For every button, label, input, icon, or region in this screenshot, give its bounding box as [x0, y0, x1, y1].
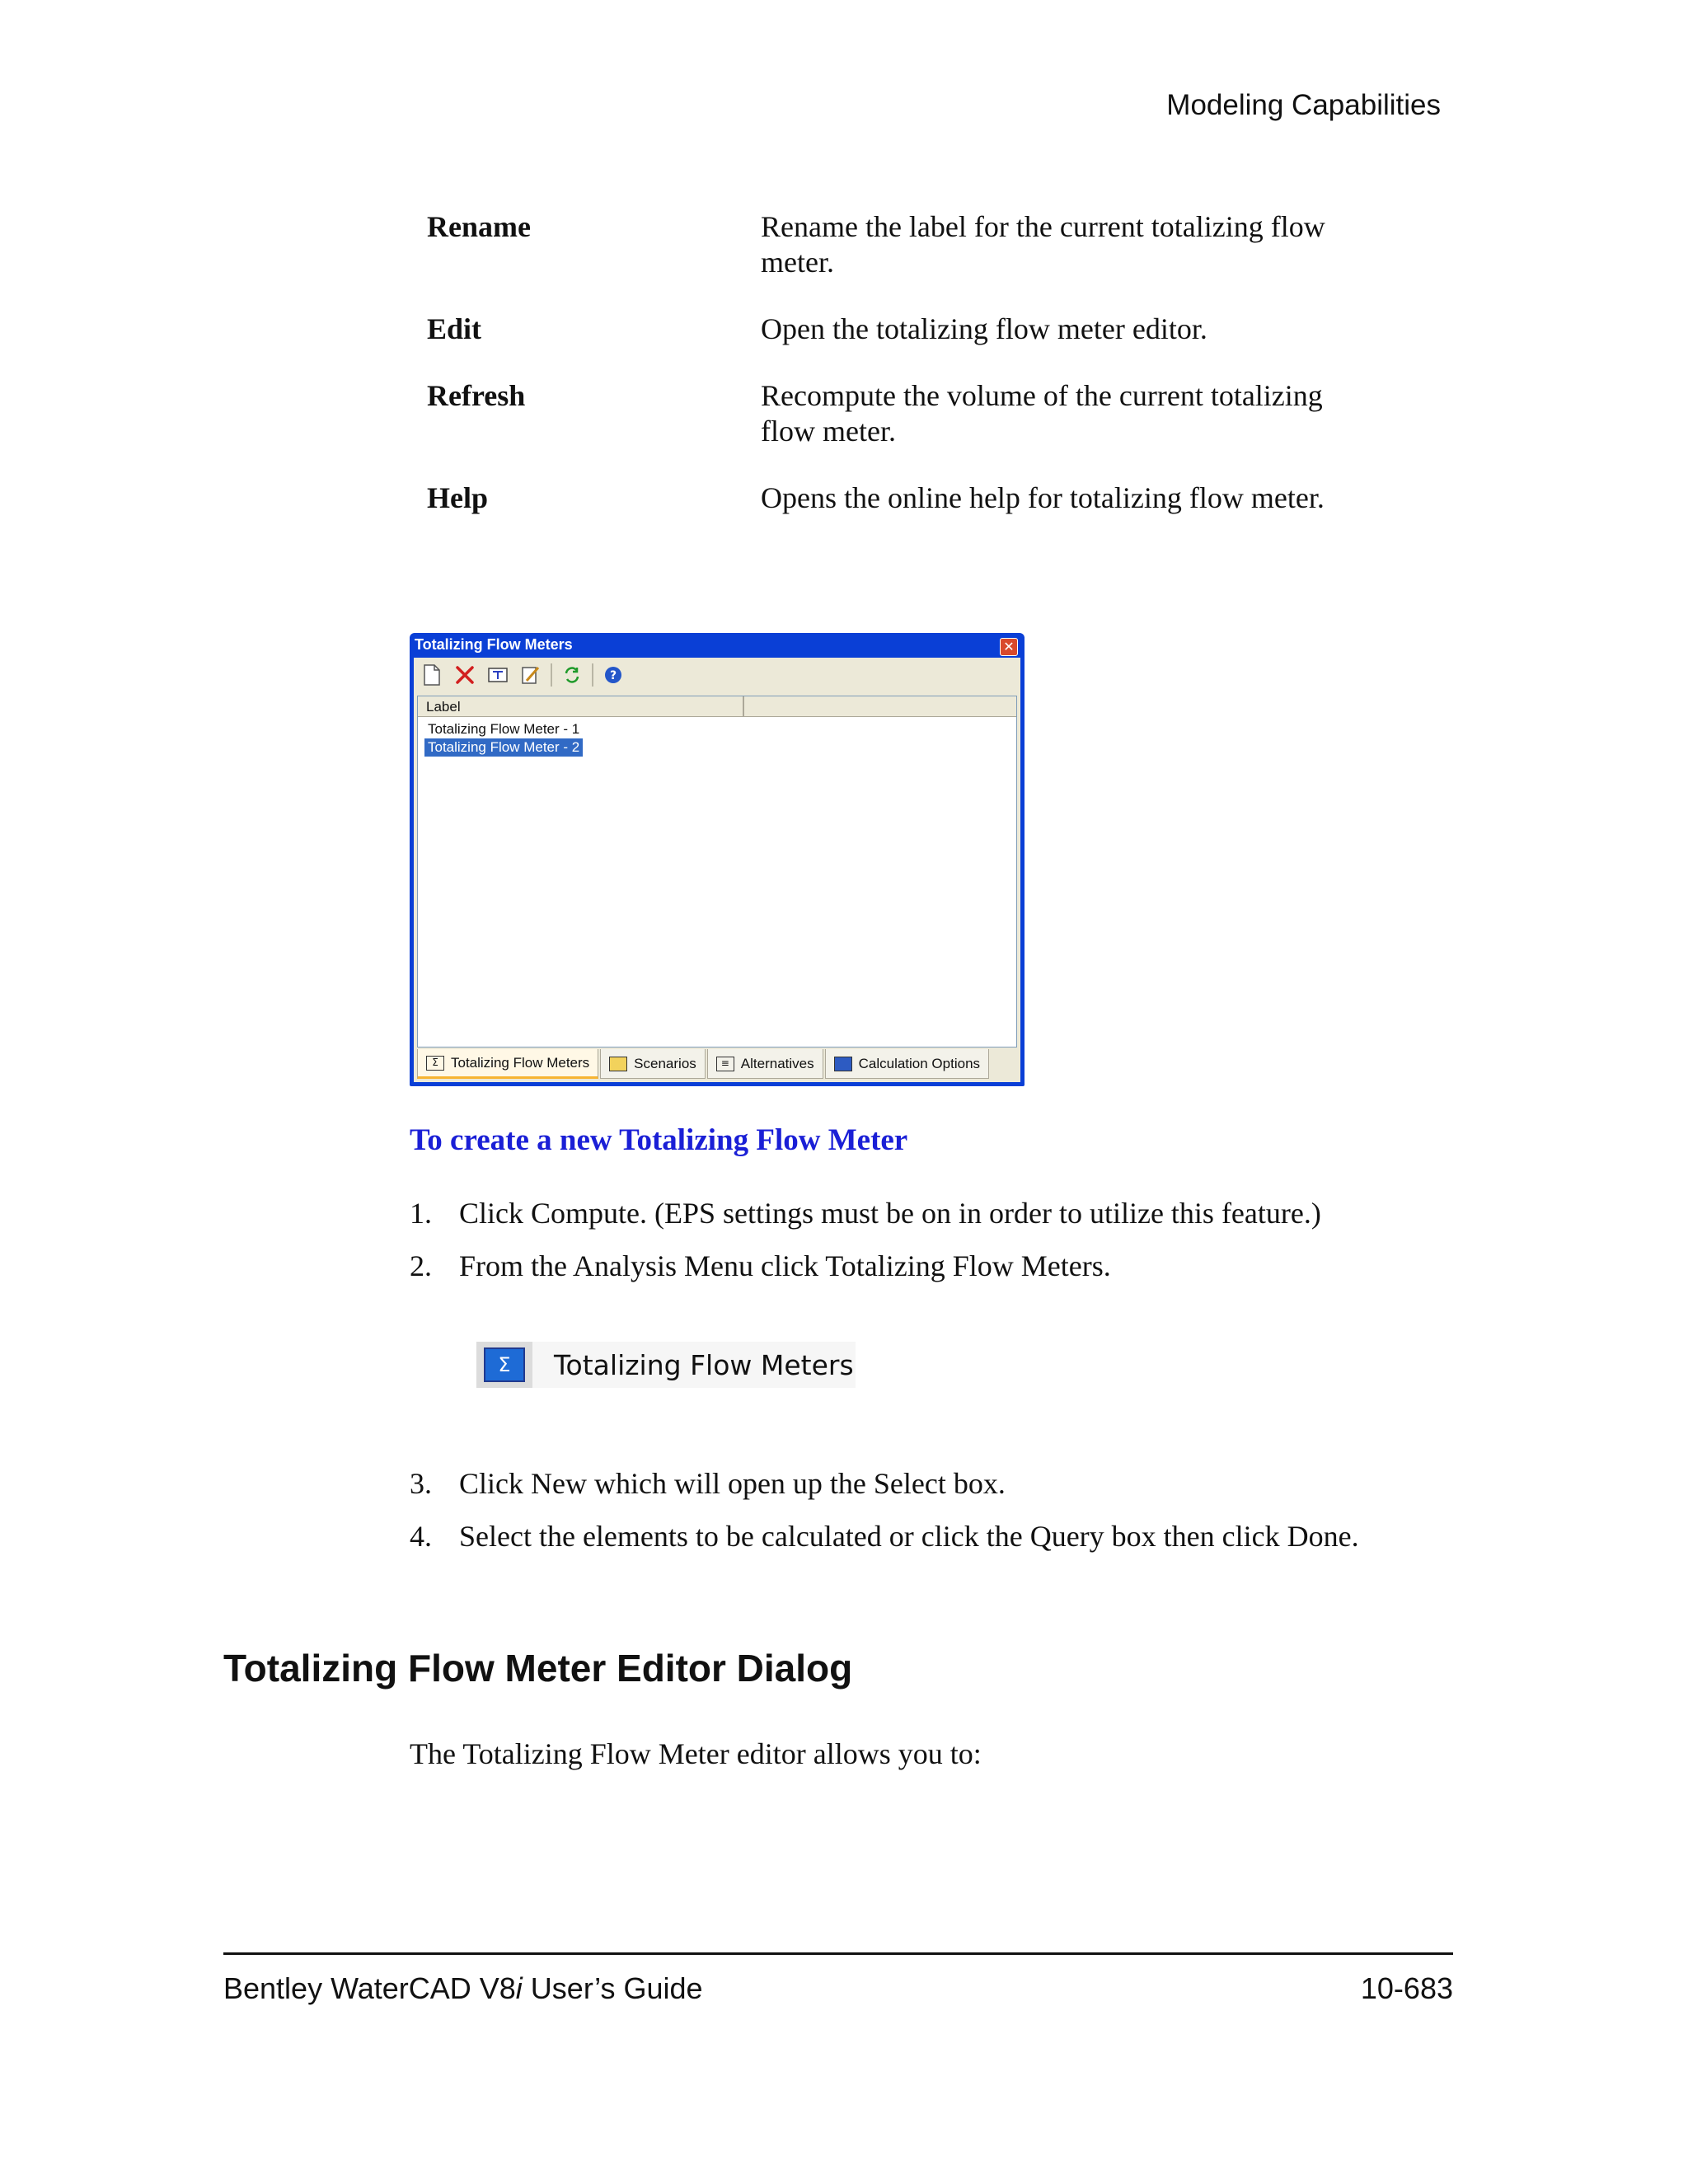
flow-meter-icon: Σ [426, 1056, 444, 1071]
guide-title-prefix: Bentley WaterCAD V8 [223, 1971, 516, 2005]
running-header: Modeling Capabilities [1166, 89, 1441, 121]
guide-title-suffix: User’s Guide [522, 1971, 703, 2005]
svg-text:?: ? [609, 669, 617, 682]
step-item [410, 1187, 1321, 1240]
definition-term: Help [427, 481, 489, 514]
definition-term: Refresh [427, 379, 526, 412]
refresh-icon[interactable] [559, 662, 585, 688]
alternatives-icon: ≡ [716, 1057, 734, 1071]
menu-item-label: Totalizing Flow Meters [554, 1348, 854, 1381]
tab-label: Alternatives [740, 1055, 814, 1071]
toolbar-separator [592, 663, 593, 687]
tab-label: Totalizing Flow Meters [451, 1054, 590, 1071]
flow-meter-list [417, 696, 1017, 1047]
totalizing-flow-meters-menu-item[interactable] [476, 1342, 856, 1388]
definition-row [427, 209, 1383, 280]
procedure-title: To create a new Totalizing Flow Meter [410, 1123, 908, 1157]
tab-totalizing-flow-meters[interactable] [417, 1049, 598, 1079]
step-text: Click New which will open up the Select box. [459, 1467, 1006, 1500]
step-number: 4. [410, 1520, 432, 1553]
definition-table [427, 209, 1383, 547]
steps-list [410, 1457, 1359, 1563]
list-item-selected[interactable]: Totalizing Flow Meter - 2 [424, 738, 583, 757]
calculator-icon [834, 1057, 852, 1071]
step-item [410, 1510, 1359, 1563]
guide-title-italic: i [515, 1971, 523, 2005]
footer-divider [223, 1952, 1453, 1955]
step-item [410, 1457, 1359, 1510]
rename-icon[interactable] [485, 662, 511, 688]
definition-description: Rename the label for the current totalizing flow meter. [761, 210, 1325, 279]
tab-label: Calculation Options [858, 1055, 981, 1071]
definition-description: Opens the online help for totalizing flow meter. [761, 481, 1325, 514]
edit-icon[interactable] [518, 662, 544, 688]
section-heading: Totalizing Flow Meter Editor Dialog [223, 1647, 853, 1690]
definition-row [427, 312, 1383, 347]
column-header[interactable] [418, 696, 1016, 717]
help-icon[interactable] [600, 662, 626, 688]
definition-term: Edit [427, 312, 482, 345]
menu-icon-frame [476, 1342, 532, 1388]
column-header-label[interactable]: Label [418, 696, 744, 716]
step-number: 2. [410, 1249, 432, 1282]
folder-icon [609, 1057, 627, 1071]
dialog-tabs [414, 1049, 1020, 1082]
step-text: Click Compute. (EPS settings must be on in order to utilize this feature.) [459, 1197, 1321, 1230]
totalizing-flow-meters-dialog [410, 633, 1025, 1086]
definition-row [427, 378, 1383, 449]
toolbar-separator [551, 663, 552, 687]
flow-meter-icon: Σ [484, 1347, 525, 1382]
tab-alternatives[interactable] [707, 1049, 823, 1079]
dialog-toolbar [414, 658, 1020, 692]
tab-calculation-options[interactable] [825, 1049, 989, 1079]
step-number: 3. [410, 1467, 432, 1500]
close-button[interactable]: ✕ [1000, 638, 1018, 656]
delete-icon[interactable] [452, 662, 478, 688]
new-icon[interactable] [419, 662, 445, 688]
dialog-body [414, 658, 1020, 1082]
definition-row [427, 480, 1383, 516]
section-intro: The Totalizing Flow Meter editor allows you to: [410, 1737, 982, 1770]
tab-label: Scenarios [634, 1055, 696, 1071]
page-number: 10-683 [1360, 1971, 1453, 2005]
definition-description: Recompute the volume of the current totalizing flow meter. [761, 379, 1323, 448]
step-item [410, 1240, 1321, 1292]
dialog-title: Totalizing Flow Meters [415, 636, 573, 653]
definition-term: Rename [427, 210, 531, 243]
footer-guide-title [223, 1971, 703, 2006]
step-text: From the Analysis Menu click Totalizing Flow Meters. [459, 1249, 1111, 1282]
list-item[interactable]: Totalizing Flow Meter - 1 [428, 721, 580, 737]
definition-description: Open the totalizing flow meter editor. [761, 312, 1207, 345]
step-number: 1. [410, 1197, 432, 1230]
step-text: Select the elements to be calculated or click the Query box then click Done. [459, 1520, 1359, 1553]
steps-list [410, 1187, 1321, 1292]
tab-scenarios[interactable] [600, 1049, 706, 1079]
